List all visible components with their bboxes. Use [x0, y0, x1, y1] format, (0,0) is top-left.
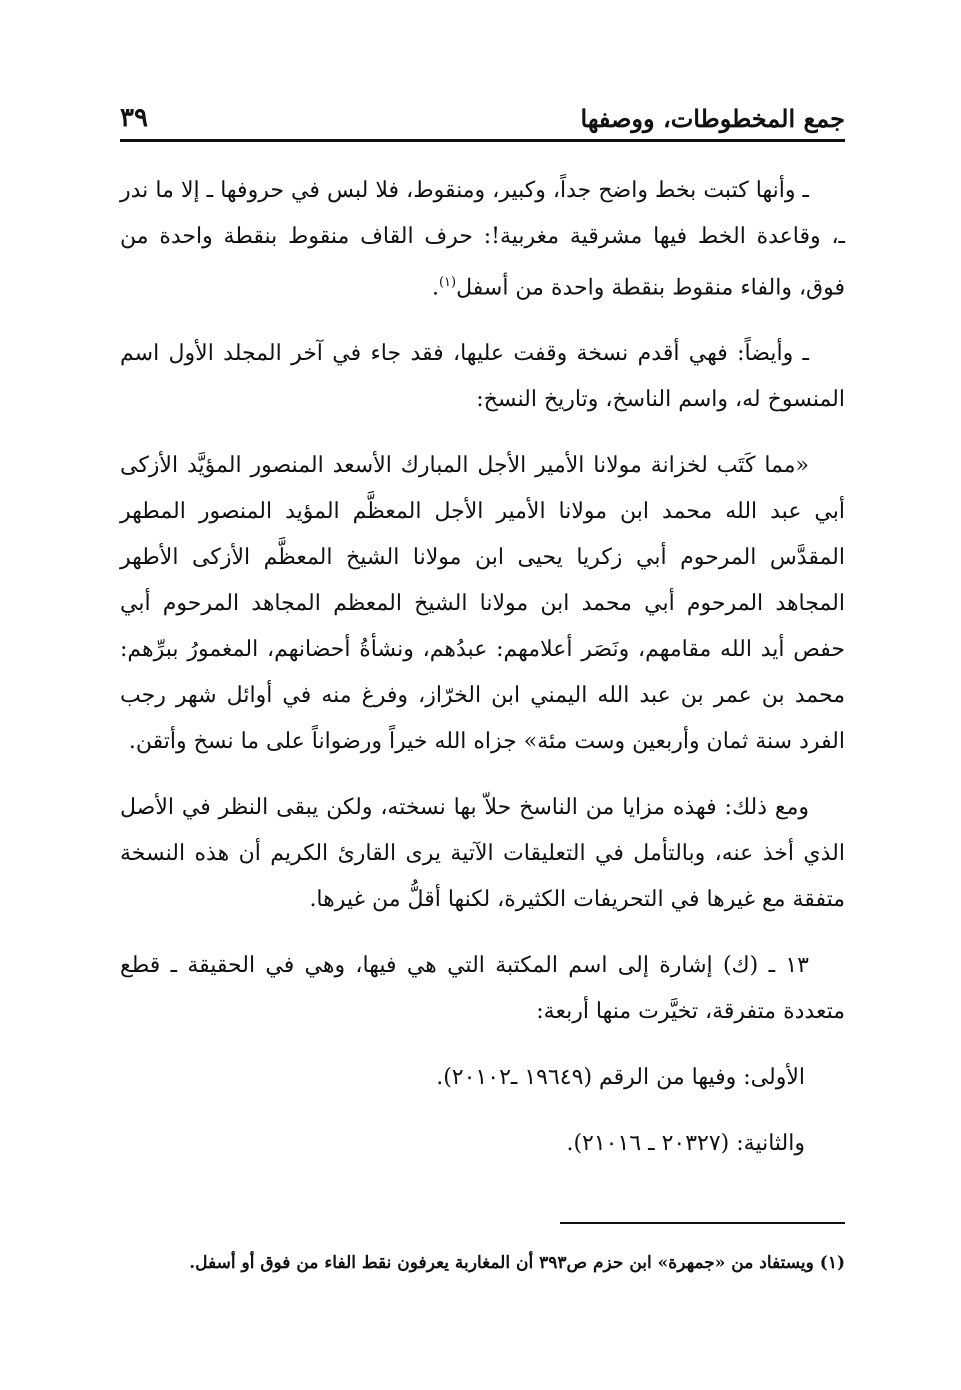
quotation-paragraph: «مما كَتَب لخزانة مولانا الأمير الأجل المبارك الأسعد المنصور المؤيَّد الأزكى أبي عبد الله محمد ابن مولانا الأمير الأجل المعظَّم المؤيد المنصور المطهر المقدَّس المرحوم أبي زكريا يحيى ابن مولانا الشيخ المعظَّم الأزكى الأطهر المجاهد المرحوم أبي محمد ابن مولانا الشيخ المعظم المجاهد المرحوم أبي حفص أيد الله مقامهم، ونَصَر أعلامهم: عبدُهم، ونشأةُ أحضانهم، المغمورُ ببرِّهم: محمد بن عمر بن عبد الله اليمني ابن الخرّاز، وفرغ منه في أوائل شهر رجب الفرد سنة ثمان وأربعين وست مئة» جزاه الله خيراً ورضواناً على ما نسخ وأتقن. — [120, 453, 845, 755]
paragraph-4: ومع ذلك: فهذه مزايا من الناسخ حلاّ بها نسخته، ولكن يبقى النظر في الأصل الذي أخذ عنه، وبالتأمل في التعليقات الآتية يرى القارئ الكريم أن هذه النسخة متفقة مع غيرها في التحريفات الكثيرة، لكنها أقلُّ من غيرها. — [120, 795, 845, 913]
list-item-first: الأولى: وفيها من الرقم (١٩٦٤٩ ـ٢٠١٠٢). — [436, 1065, 805, 1091]
footnote: (١) ويستفاد من «جمهرة» ابن حزم ص٣٩٣ أن المغاربة يعرفون نقط الفاء من فوق أو أسفل. — [189, 1253, 845, 1273]
book-page — [120, 84, 845, 1354]
running-title: جمع المخطوطات، ووصفها — [580, 104, 845, 133]
footnote-marker: (١) — [438, 275, 457, 290]
paragraph-1-end: . — [431, 275, 439, 301]
paragraph-1-text: ـ وأنها كتبت بخط واضح جداً، وكبير، ومنقوط، فلا لبس في حروفها ـ إلا ما ندر ـ، وقاعدة الخط فيها مشرقية مغربية!: حرف القاف منقوط بنقطة واحدة من فوق، والفاء منقوط بنقطة واحدة من أسفل — [120, 178, 845, 301]
paragraph-5: ١٣ ـ (ك) إشارة إلى اسم المكتبة التي هي فيها، وهي في الحقيقة ـ قطع متعددة متفرقة، تخيَّرت منها أربعة: — [120, 953, 845, 1025]
list-item-second: والثانية: (٢٠٣٢٧ ـ ٢١٠١٦). — [566, 1131, 805, 1157]
body-text — [120, 168, 845, 1187]
page-number: ٣٩ — [120, 103, 148, 133]
running-header — [120, 84, 845, 142]
footnote-divider — [560, 1222, 845, 1224]
paragraph-1 — [120, 168, 845, 311]
paragraph-2: ـ وأيضاً: فهي أقدم نسخة وقفت عليها، فقد جاء في آخر المجلد الأول اسم المنسوخ له، واسم الناسخ، وتاريخ النسخ: — [120, 341, 845, 413]
